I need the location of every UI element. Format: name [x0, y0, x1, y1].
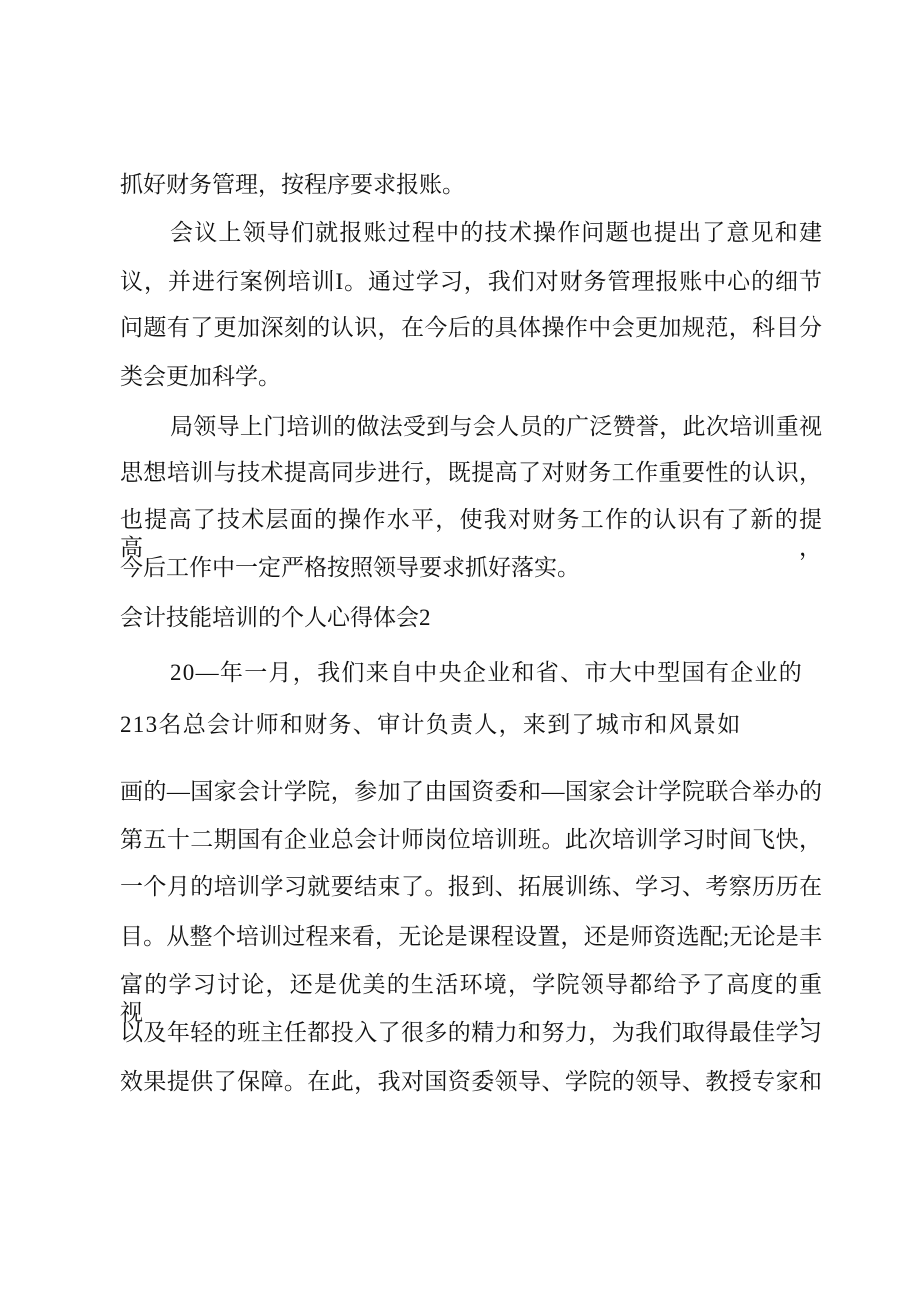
text-line: 画的—国家会计学院，参加了由国资委和—国家会计学院联合举办的: [120, 779, 822, 804]
text-line: 目。从整个培训过程来看，无论是课程设置，还是师资选配;无论是丰: [120, 924, 822, 949]
text-line: 类会更加科学。: [120, 364, 281, 389]
text-line: 效果提供了保障。在此，我对国资委领导、学院的领导、教授专家和: [120, 1069, 822, 1094]
text-line: 一个月的培训学习就要结束了。报到、拓展训练、学习、考察历历在: [120, 874, 822, 899]
text-line: 也提高了技术层面的操作水平，使我对财务工作的认识有了新的提高，: [120, 507, 822, 560]
text-line: 问题有了更加深刻的认识，在今后的具体操作中会更加规范，科目分: [120, 315, 822, 340]
text-line: 会议上领导们就报账过程中的技术操作问题也提出了意见和建: [170, 220, 822, 245]
text-line: 议，并进行案例培训I。通过学习，我们对财务管理报账中心的细节: [120, 269, 822, 294]
text-line: 今后工作中一定严格按照领导要求抓好落实。: [120, 555, 580, 580]
text-line: 抓好财务管理，按程序要求报账。: [120, 172, 465, 197]
text-line: 20—年一月，我们来自中央企业和省、市大中型国有企业的: [170, 660, 804, 685]
text-line: 以及年轻的班主任都投入了很多的精力和努力，为我们取得最佳学习: [120, 1020, 822, 1045]
text-line: 局领导上门培训的做法受到与会人员的广泛赞誉，此次培训重视: [170, 414, 822, 439]
section-heading: 会计技能培训的个人心得体会2: [120, 605, 431, 630]
text-line: 思想培训与技术提高同步进行，既提高了对财务工作重要性的认识，: [120, 460, 822, 485]
text-line: 213名总会计师和财务、审计负责人，来到了城市和风景如: [120, 712, 742, 737]
text-line: 富的学习讨论，还是优美的生活环境，学院领导都给予了高度的重视，: [120, 972, 822, 1025]
text-line: 第五十二期国有企业总会计师岗位培训班。此次培训学习时间飞快，: [120, 827, 822, 852]
